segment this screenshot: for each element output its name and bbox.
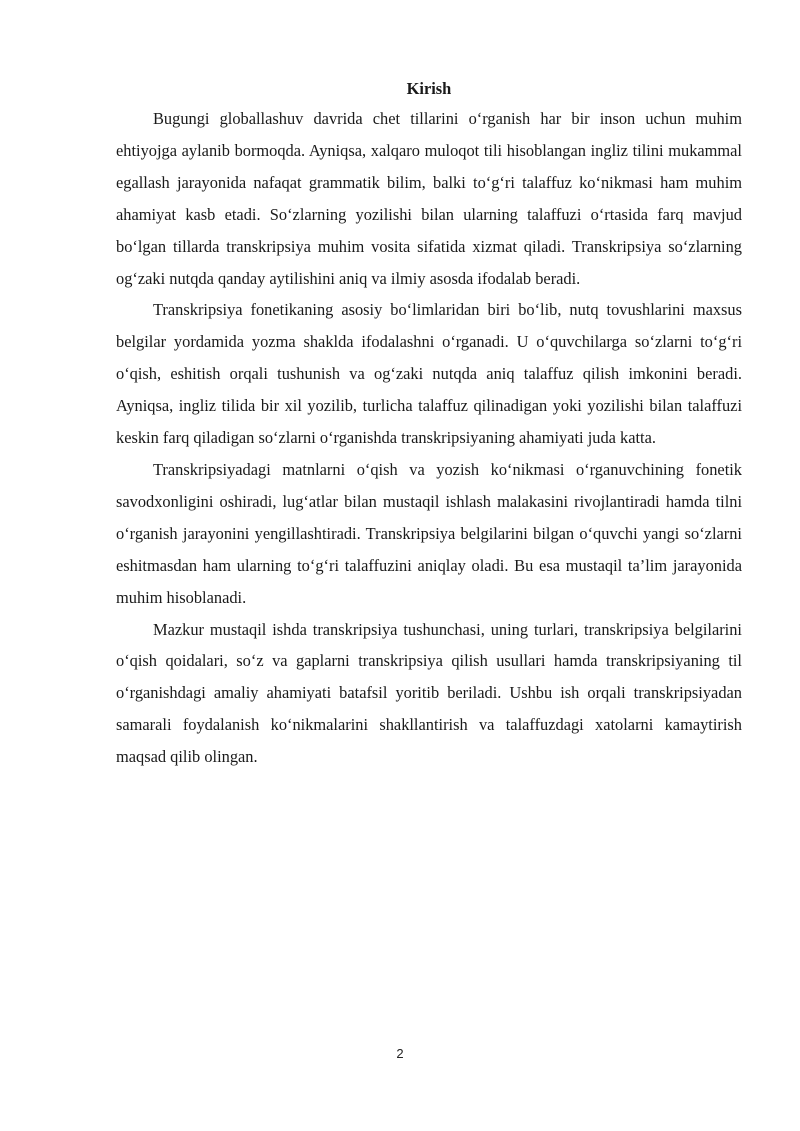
paragraph-2: Transkripsiya fonetikaning asosiy bo‘limlaridan biri bo‘lib, nutq tovushlarini maxsus belgilar yordamida yozma shaklda ifodalashni o‘rganadi. U o‘quvchilarga so‘zlarni to‘g‘ri o‘qish, eshitish orqali tushunish va og‘zaki nutqda aniq talaffuz qilish imkonini beradi. Ayniqsa, ingliz tilida bir xil yozilib, turlicha talaffuz qilinadigan yoki yozilishi bilan talaffuzi keskin farq qiladigan so‘zlarni o‘rganishda transkripsiyaning ahamiyati juda katta. — [116, 300, 742, 448]
page-number: 2 — [396, 1046, 404, 1061]
paragraph-3: Transkripsiyadagi matnlarni o‘qish va yozish ko‘nikmasi o‘rganuvchining fonetik savodxonligini oshiradi, lug‘atlar bilan mustaqil ishlash malakasini rivojlantiradi hamda tilni o‘rganish jarayonini yengillashtiradi. Transkripsiya belgilarini bilgan o‘quvchi yangi so‘zlarni eshitmasdan ham ularning to‘g‘ri talaffuzini aniqlay oladi. Bu esa mustaqil ta’lim jarayonida muhim hisoblanadi. — [116, 459, 742, 607]
page-content — [116, 75, 742, 773]
paragraph-1: Bugungi globallashuv davrida chet tillarini o‘rganish har bir inson uchun muhim ehtiyojga aylanib bormoqda. Ayniqsa, xalqaro muloqot tili hisoblangan ingliz tilini mukammal egallash jarayonida nafaqat grammatik bilim, balki to‘g‘ri talaffuz ko‘nikmasi ham muhim ahamiyat kasb etadi. So‘zlarning yozilishi bilan ularning talaffuzi o‘rtasida farq mavjud bo‘lgan tillarda transkripsiya muhim vosita sifatida xizmat qiladi. Transkripsiya so‘zlarning og‘zaki nutqda qanday aytilishini aniq va ilmiy asosda ifodalab beradi. — [116, 109, 742, 288]
paragraph-4: Mazkur mustaqil ishda transkripsiya tushunchasi, uning turlari, transkripsiya belgilarini o‘qish qoidalari, so‘z va gaplarni transkripsiya qilish usullari hamda transkripsiyaning til o‘rganishdagi amaliy ahamiyati batafsil yoritib beriladi. Ushbu ish orqali transkripsiyadan samarali foydalanish ko‘nikmalarini shakllantirish va talaffuzdagi xatolarni kamaytirish maqsad qilib olingan. — [116, 619, 742, 767]
section-title: Kirish — [406, 79, 452, 98]
